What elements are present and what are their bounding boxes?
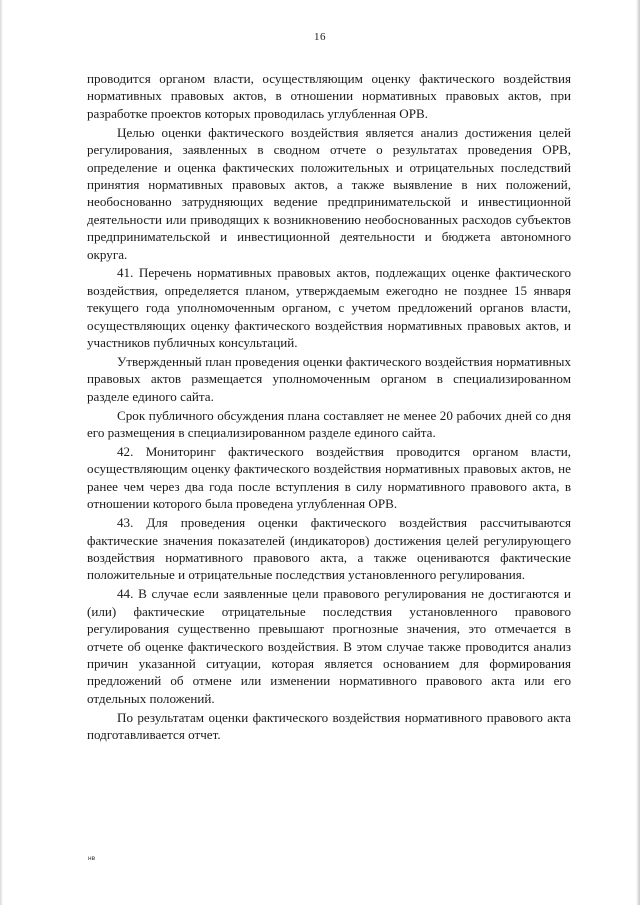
footer-mark: нв <box>88 855 96 862</box>
paragraph-plan-publication: Утвержденный план проведения оценки фактического воздействия нормативных правовых актов размещается уполномоченным органом в специализированном разделе единого сайта. <box>87 354 571 404</box>
page-edge-right <box>636 0 640 905</box>
paragraph-continuation: проводится органом власти, осуществляющим оценку фактического воздействия нормативных правовых актов, в отношении нормативных правовых актов, при разработке проектов которых проводилась углубленная ОРВ. <box>87 71 571 121</box>
paragraph-clause-42: 42. Мониторинг фактического воздействия проводится органом власти, осуществляющим оценку фактического воздействия нормативных правовых актов, не ранее чем через два года после вступления в силу нормативного правового акта, в отношении которого была проведена углубленная ОРВ. <box>87 444 571 512</box>
page-number: 16 <box>314 31 326 43</box>
paragraph-report: По результатам оценки фактического воздействия нормативного правового акта подготавливается отчет. <box>87 709 571 743</box>
document-body <box>87 70 571 743</box>
paragraph-clause-44: 44. В случае если заявленные цели правового регулирования не достигаются и (или) фактические отрицательные последствия установленного правового регулирования существенно превышают прогнозные значения, это отмечается в отчете об оценке фактического воздействия. В этом случае также проводится анализ причин указанной ситуации, которая является основанием для формирования предложений об отмене или изменении нормативного правового акта или его отдельных положений. <box>87 586 571 706</box>
page-edge-left <box>0 0 3 905</box>
paragraph-clause-43: 43. Для проведения оценки фактического воздействия рассчитываются фактические значения показателей (индикаторов) достижения целей регулирующего воздействия нормативного правового акта, а также оцениваются фактические положительные и отрицательные последствия установленного регулирования. <box>87 515 571 583</box>
paragraph-purpose: Целью оценки фактического воздействия является анализ достижения целей регулирования, заявленных в сводном отчете о результатах проведения ОРВ, определение и оценка фактических положительных и отрицательных последствий принятия нормативных правовых актов, а также выявление в них положений, необоснованно затрудняющих ведение предпринимательской и инвестиционной деятельности или приводящих к возникновению необоснованных расходов субъектов предпринимательской и инвестиционной деятельности и бюджета автономного округа. <box>87 124 571 262</box>
paragraph-clause-41: 41. Перечень нормативных правовых актов, подлежащих оценке фактического воздействия, определяется планом, утверждаемым ежегодно не позднее 15 января текущего года уполномоченным органом, с учетом предложений органов власти, осуществляющих оценку фактического воздействия нормативных правовых актов, и участников публичных консультаций. <box>87 265 571 351</box>
paragraph-discussion-term: Срок публичного обсуждения плана составляет не менее 20 рабочих дней со дня его размещения в специализированном разделе единого сайта. <box>87 407 571 441</box>
